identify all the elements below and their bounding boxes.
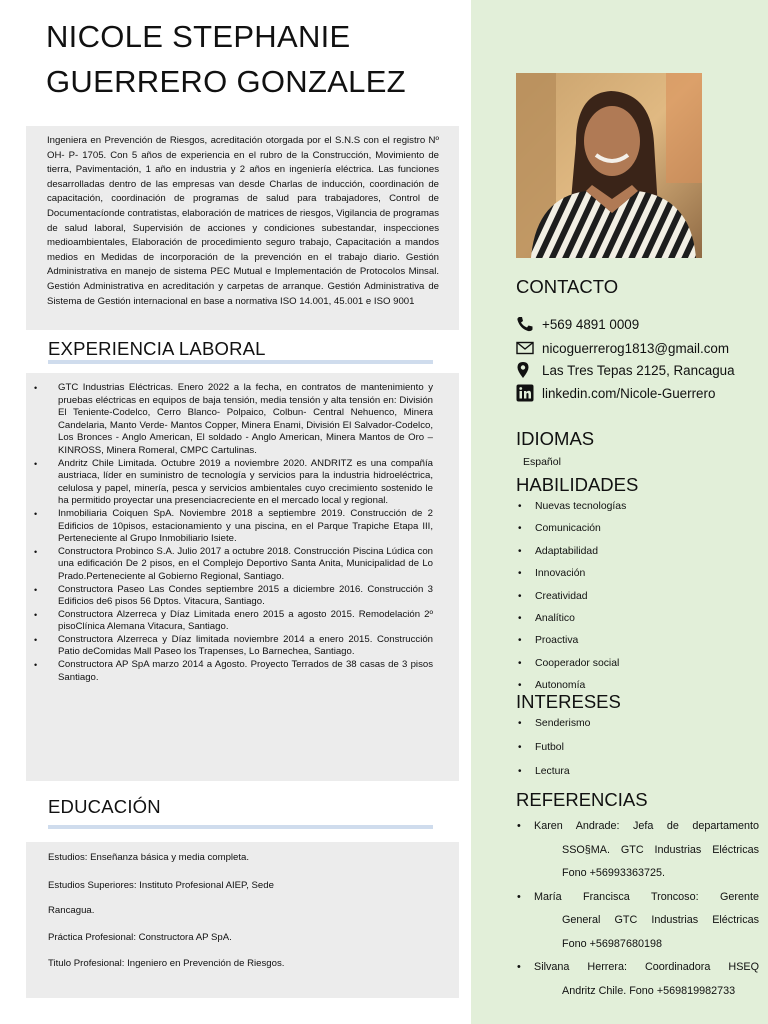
experience-list [26, 373, 459, 684]
experience-item: • Constructora Probinco S.A. Julio 2017 a octubre 2018. Construcción Piscina Lúdica con una edificación De 2 pisos, en el Complejo Deportivo Santa Anita, Municipalidad de Lo Prado.Perteneciente al Gobierno Regional, Santiago. [58, 546, 433, 584]
reference-line: SSO§MA. GTC Industrias Eléctricas [562, 843, 759, 856]
experience-title: EXPERIENCIA LABORAL [48, 338, 266, 359]
reference-line: • María Francisca Troncoso: Gerente [534, 890, 759, 903]
contact-linkedin-row [516, 384, 715, 402]
location-pin-icon [516, 361, 538, 379]
reference-line: Fono +56987680198 [562, 937, 662, 950]
linkedin-icon [516, 384, 538, 402]
contact-address-row [516, 361, 735, 379]
education-item: Rancagua. [48, 905, 95, 916]
interest-item: • Lectura [517, 760, 590, 784]
experience-item: • Constructora Paseo Las Condes septiembre 2015 a diciembre 2016. Construcción 3 Edificios de6 pisos 56 Dptos. Vitacura, Santiago. [58, 584, 433, 609]
reference-line: General GTC Industrias Eléctricas [562, 914, 759, 926]
interest-item: • Futbol [517, 736, 590, 760]
skill-item: • Analítico [517, 608, 626, 630]
interests-title: INTERESES [516, 691, 621, 712]
contact-email-row [516, 339, 729, 357]
references-title: REFERENCIAS [516, 789, 648, 810]
contact-phone: +569 4891 0009 [542, 316, 640, 332]
experience-item: • Constructora Alzerreca y Díaz limitada noviembre 2014 a enero 2015. Construcción Patio deComidas Mall Paseo los Trapenses, Lo Barnechea, Santiago. [58, 634, 433, 659]
phone-icon [516, 315, 538, 333]
interest-item: • Senderismo [517, 712, 590, 736]
contact-address: Las Tres Tepas 2125, Rancagua [542, 362, 735, 378]
envelope-icon [516, 339, 538, 357]
contact-title: CONTACTO [516, 276, 619, 297]
references-list [516, 815, 759, 1003]
experience-item: • Constructora Alzerreca y Díaz Limitada enero 2015 a agosto 2015. Remodelación 2º pisoClínica Alemana Vitacura, Santiago. [58, 609, 433, 634]
skills-title: HABILIDADES [516, 474, 639, 495]
language-item: Español [523, 456, 561, 468]
experience-item: • GTC Industrias Eléctricas. Enero 2022 a la fecha, en contratos de mantenimiento y pruebas eléctricas en equipos de baja tensión, media tensión y alta tensión en: División El Teniente-Codelco, Cerro Blanco- Polpaico, Colbun- Central Nehuenco, Minera Candelaria, Manto Verde- Mantos Copper, Minera Enami, División El Salvador-Codelco, Los Bronces - Anglo American, El soldado - Anglo American, Minera Mantos de Oro – KINROSS, Minera Romeral, CMPC Cartulinas. [58, 382, 433, 458]
contact-email[interactable]: nicoguerrerog1813@gmail.com [542, 340, 730, 356]
skill-item: • Proactiva [517, 630, 626, 652]
skill-item: • Innovación [517, 563, 626, 585]
skill-item: • Comunicación [517, 518, 626, 540]
education-underline [48, 825, 433, 829]
experience-item: • Inmobiliaria Coiquen SpA. Noviembre 2018 a septiembre 2019. Construcción de 2 Edificios de 10pisos, estacionamiento y una piscina, en el Parque Trapiche Etapa III, Perteneciente al Grupo Inmobiliario Isiete. [58, 508, 433, 546]
education-item: Estudios Superiores: Instituto Profesional AIEP, Sede [48, 880, 274, 891]
candidate-name [46, 14, 466, 104]
profile-photo [516, 73, 702, 258]
experience-item: • Constructora AP SpA marzo 2014 a Agosto. Proyecto Terrados de 38 casas de 3 pisos Santiago. [58, 659, 433, 684]
education-item: Práctica Profesional: Constructora AP SpA. [48, 932, 232, 943]
name-line-1: NICOLE STEPHANIE [46, 19, 351, 54]
skill-item: • Creatividad [517, 586, 626, 608]
experience-box [26, 373, 459, 781]
reference-line: • Karen Andrade: Jefa de departamento [534, 820, 759, 832]
experience-item: • Andritz Chile Limitada. Octubre 2019 a noviembre 2020. ANDRITZ es una compañía austriaca, líder en suministro de tecnología y servicios para la industria hidroeléctrica, celulosa y papel, minería, pesca y servicios ambientales cuyo crecimiento sostenido le ha permitido proyectar una presenciacreciente en el mercado local y regional. [58, 458, 433, 508]
skill-item: • Nuevas tecnologías [517, 496, 626, 518]
reference-line: Fono +56993363725. [562, 867, 665, 879]
profile-photo-illustration [516, 73, 702, 258]
contact-phone-row [516, 315, 639, 333]
education-title: EDUCACIÓN [48, 796, 161, 817]
education-item: Titulo Profesional: Ingeniero en Prevención de Riesgos. [48, 958, 285, 969]
skills-list [517, 496, 626, 698]
reference-item [516, 815, 759, 886]
contact-linkedin[interactable]: linkedin.com/Nicole-Guerrero [542, 385, 716, 401]
skill-item: • Autonomía [517, 675, 626, 697]
reference-line: Andritz Chile. Fono +569819982733 [562, 984, 736, 997]
skill-item: • Adaptabilidad [517, 541, 626, 563]
profile-summary: Ingeniera en Prevención de Riesgos, acreditación otorgada por el S.N.S con el registro Nº OH- P- 1705. Con 5 años de experiencia en el rubro de la Construcción, Movimiento de tierra, Pavimentación, 1 año en industria y 2 años en ingeniería eléctrica. Las funciones desarrolladas dentro de las empresas van desde Charlas de inducción, coordinación de capacitación, coordinación de programas de salud para trabajadores, Control de Documentacíonde contratistas, elaboración de matrices de riesgos, Vigilancia de programas de salud laboral, Supervisión de acciones y condiciones subestandar, inspecciones medioambientales, Elaboración de procedimiento seguro trabajo, Capacitación a mandos medios en Medidas de incorporación de la prevención en el trabajo diario. Gestión Administrativa en manejo de sistema PEC Mutual e Implementación de Protocolos Minsal. Gestión Administrativa en acreditación y carpetas de arranque. Gestión Administrativa de Sistema de Gestión internacional en base a normativa ISO 14.001, 45.001 e ISO 9001 [47, 135, 439, 307]
reference-item [516, 956, 759, 1003]
education-box [26, 842, 459, 998]
languages-title: IDIOMAS [516, 428, 595, 449]
reference-item [516, 886, 759, 957]
profile-summary-box [26, 126, 459, 330]
interests-list [517, 712, 590, 783]
education-item: Estudios: Enseñanza básica y media completa. [48, 852, 250, 863]
experience-underline [48, 360, 433, 364]
name-line-2: GUERRERO GONZALEZ [46, 64, 406, 99]
reference-line: • Silvana Herrera: Coordinadora HSEQ [534, 961, 759, 973]
skill-item: • Cooperador social [517, 653, 626, 675]
